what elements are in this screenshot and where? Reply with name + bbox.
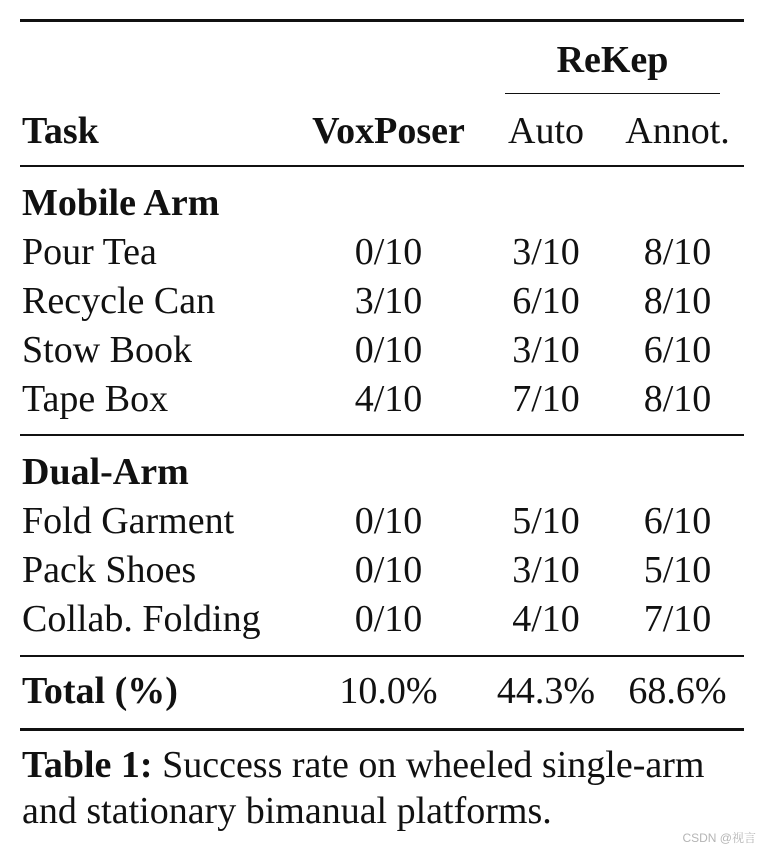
col-header-task: Task — [22, 110, 99, 152]
table-row-auto: 7/10 — [512, 378, 580, 420]
header-rule — [20, 165, 744, 167]
table-row-task: Collab. Folding — [22, 598, 261, 640]
caption-text: Success rate on wheeled single-arm and stationary bimanual platforms. — [22, 744, 705, 832]
section-title-dual-arm: Dual-Arm — [22, 451, 189, 493]
bottom-rule — [20, 728, 744, 731]
table-row-voxposer: 3/10 — [354, 280, 423, 322]
watermark: CSDN @视言 — [682, 831, 756, 845]
table-row-task: Pack Shoes — [22, 549, 197, 591]
table-row-voxposer: 0/10 — [354, 231, 423, 273]
table-row-annot: 8/10 — [643, 378, 712, 420]
table-row-auto: 5/10 — [512, 500, 580, 542]
col-header-auto: Auto — [508, 110, 584, 152]
table-caption — [22, 742, 752, 834]
total-auto: 44.3% — [496, 670, 596, 712]
caption-label: Table 1: — [22, 744, 153, 786]
section-divider — [20, 434, 744, 436]
total-divider — [20, 655, 744, 657]
section-title-mobile-arm: Mobile Arm — [22, 182, 220, 224]
table-row-voxposer: 0/10 — [354, 598, 423, 640]
table-row-annot: 6/10 — [643, 329, 712, 371]
table-row-annot: 5/10 — [643, 549, 712, 591]
table-row-annot: 8/10 — [643, 280, 712, 322]
table-row-voxposer: 0/10 — [354, 549, 423, 591]
table-row-annot: 6/10 — [643, 500, 712, 542]
table-row-auto: 3/10 — [512, 231, 580, 273]
top-rule — [20, 19, 744, 22]
total-annot: 68.6% — [628, 670, 727, 712]
table-row-annot: 7/10 — [643, 598, 712, 640]
total-label: Total (%) — [22, 670, 178, 712]
table-row-annot: 8/10 — [643, 231, 712, 273]
table-row-task: Recycle Can — [22, 280, 216, 322]
table-row-task: Stow Book — [22, 329, 192, 371]
table-row-task: Tape Box — [22, 378, 169, 420]
table-row-task: Pour Tea — [22, 231, 157, 273]
table-row-voxposer: 0/10 — [354, 500, 423, 542]
col-header-voxposer: VoxPoser — [312, 110, 465, 152]
table-row-auto: 4/10 — [512, 598, 580, 640]
total-voxposer: 10.0% — [339, 670, 438, 712]
col-header-annot: Annot. — [625, 110, 730, 152]
group-header-underline — [505, 93, 720, 94]
table-row-auto: 3/10 — [512, 329, 580, 371]
table-row-voxposer: 0/10 — [354, 329, 423, 371]
table-row-task: Fold Garment — [22, 500, 235, 542]
group-header-rekep: ReKep — [556, 39, 669, 81]
table-row-voxposer: 4/10 — [354, 378, 423, 420]
table-row-auto: 6/10 — [512, 280, 580, 322]
table-row-auto: 3/10 — [512, 549, 580, 591]
